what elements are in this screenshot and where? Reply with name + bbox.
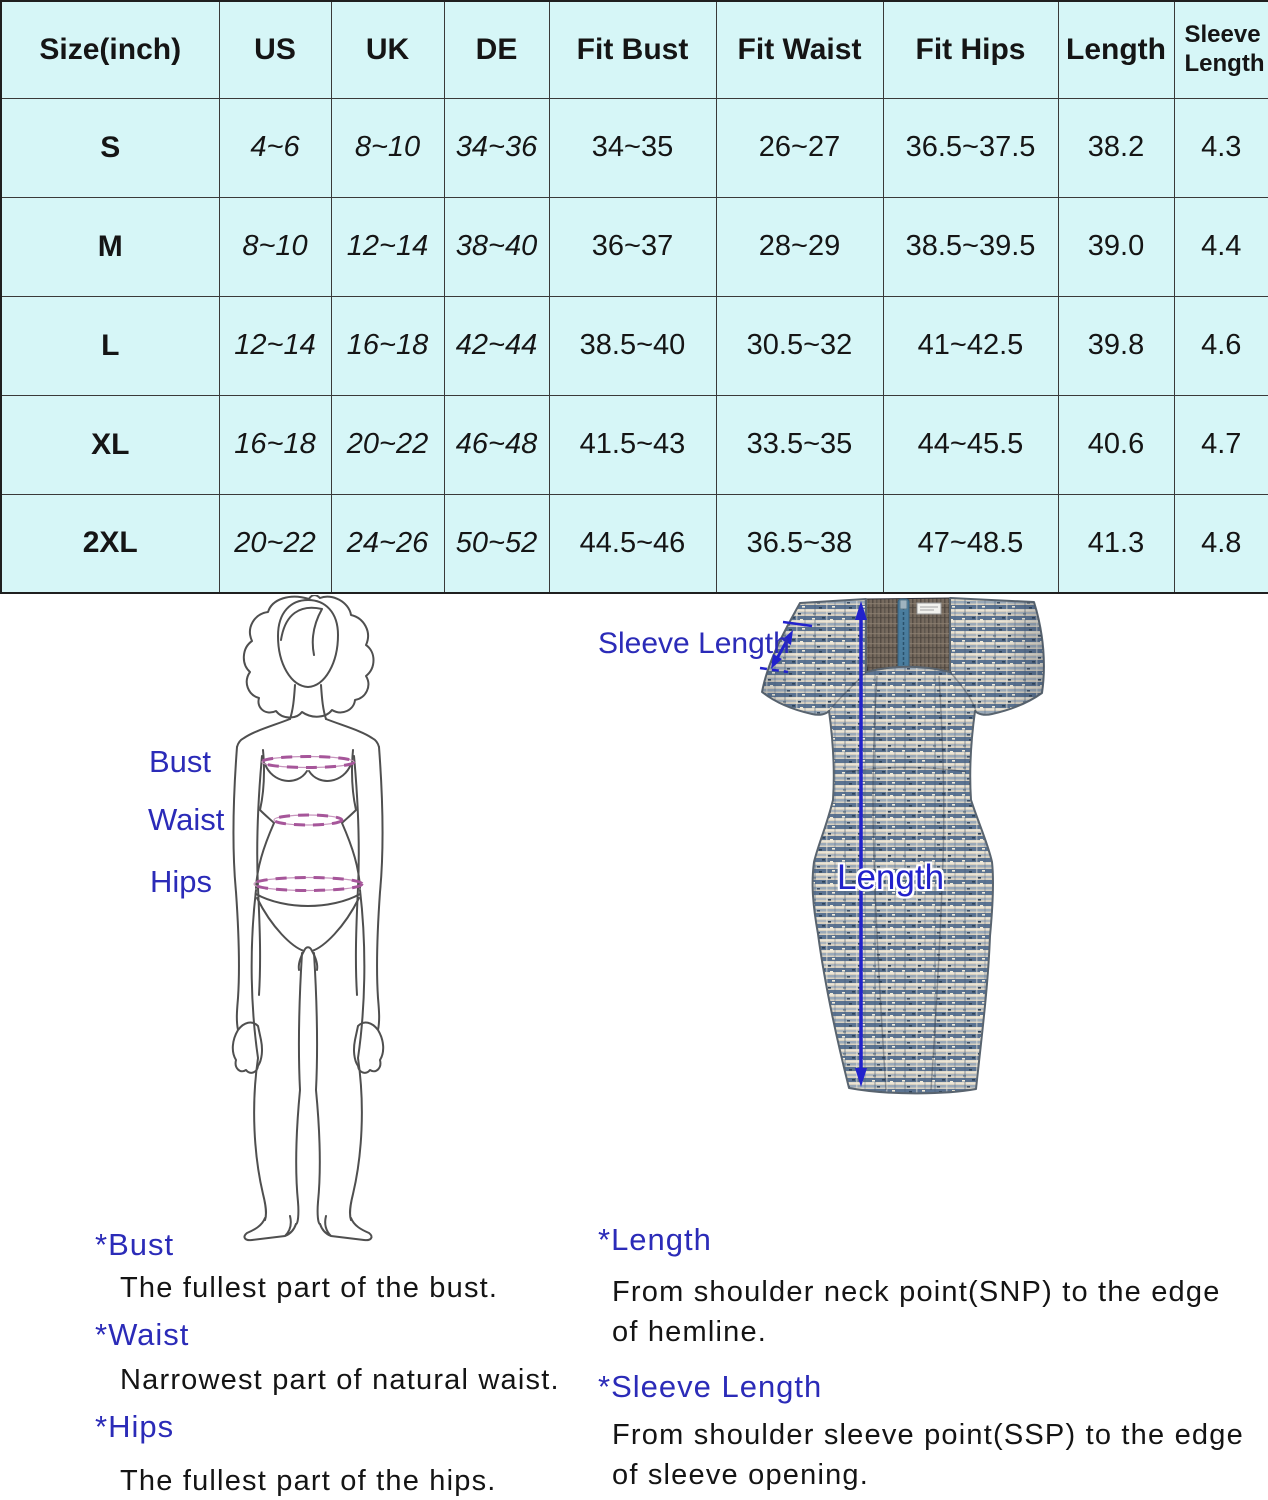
- cell-length: 39.8: [1058, 296, 1174, 395]
- size-chart-table: [0, 0, 1268, 594]
- measurement-diagram: [0, 595, 1268, 1255]
- hips-line: [254, 878, 362, 891]
- cell-size: 2XL: [1, 494, 219, 593]
- size-row-l: [1, 296, 1268, 395]
- size-row-m: [1, 197, 1268, 296]
- cell-de: 42~44: [444, 296, 549, 395]
- cell-hips: 44~45.5: [883, 395, 1058, 494]
- cell-waist: 26~27: [716, 98, 883, 197]
- zipper-pull: [900, 600, 907, 609]
- cell-bust: 34~35: [549, 98, 716, 197]
- header-fit-waist: Fit Waist: [716, 1, 883, 98]
- cell-us: 12~14: [219, 296, 331, 395]
- figure-foot-right: [320, 1216, 371, 1240]
- cell-sleeve: 4.8: [1174, 494, 1268, 593]
- cell-uk: 12~14: [331, 197, 444, 296]
- cell-hips: 41~42.5: [883, 296, 1058, 395]
- cell-bust: 44.5~46: [549, 494, 716, 593]
- dress-shading: [762, 598, 1044, 1093]
- hips-term: *Hips: [95, 1409, 175, 1444]
- bust-label: Bust: [149, 744, 212, 779]
- cell-waist: 30.5~32: [716, 296, 883, 395]
- cell-size: M: [1, 197, 219, 296]
- cell-size: XL: [1, 395, 219, 494]
- figure-leg-right-inner: [314, 953, 320, 1224]
- header-row: [1, 1, 1268, 98]
- cell-hips: 47~48.5: [883, 494, 1058, 593]
- cell-length: 39.0: [1058, 197, 1174, 296]
- cell-uk: 24~26: [331, 494, 444, 593]
- figure-arm-left: [233, 747, 239, 1030]
- header-size-inch: Size(inch): [1, 1, 219, 98]
- header-de: DE: [444, 1, 549, 98]
- cell-uk: 20~22: [331, 395, 444, 494]
- waist-definition: Narrowest part of natural waist.: [120, 1364, 560, 1396]
- header-fit-bust: Fit Bust: [549, 1, 716, 98]
- cell-de: 46~48: [444, 395, 549, 494]
- cell-length: 40.6: [1058, 395, 1174, 494]
- hips-definition: The fullest part of the hips.: [120, 1465, 497, 1497]
- cell-size: L: [1, 296, 219, 395]
- cell-waist: 28~29: [716, 197, 883, 296]
- cell-sleeve: 4.7: [1174, 395, 1268, 494]
- zipper: [898, 599, 909, 673]
- sleeve-length-annotation: Sleeve Length: [598, 627, 790, 660]
- dress-illustration: [762, 598, 1044, 1093]
- measurement-lines: [254, 757, 362, 891]
- cell-hips: 38.5~39.5: [883, 197, 1058, 296]
- cell-de: 50~52: [444, 494, 549, 593]
- cell-sleeve: 4.3: [1174, 98, 1268, 197]
- figure-shoulders: [237, 719, 379, 747]
- cell-uk: 16~18: [331, 296, 444, 395]
- cell-length: 41.3: [1058, 494, 1174, 593]
- figure-panty: [256, 894, 360, 970]
- bust-definition: The fullest part of the bust.: [120, 1272, 499, 1304]
- cell-us: 20~22: [219, 494, 331, 593]
- cell-de: 38~40: [444, 197, 549, 296]
- cell-bust: 41.5~43: [549, 395, 716, 494]
- cell-bust: 36~37: [549, 197, 716, 296]
- header-fit-hips: Fit Hips: [883, 1, 1058, 98]
- cell-uk: 8~10: [331, 98, 444, 197]
- waist-label: Waist: [148, 802, 225, 837]
- size-row-s: [1, 98, 1268, 197]
- header-us: US: [219, 1, 331, 98]
- cell-us: 4~6: [219, 98, 331, 197]
- cell-us: 16~18: [219, 395, 331, 494]
- cell-sleeve: 4.6: [1174, 296, 1268, 395]
- cell-hips: 36.5~37.5: [883, 98, 1058, 197]
- length-definition: From shoulder neck point(SNP) to the edge of hemline.: [612, 1276, 1221, 1349]
- header-sleeve-length: Sleeve Length: [1174, 1, 1268, 98]
- length-annotation: Length: [837, 858, 945, 897]
- brand-tag: [917, 603, 941, 614]
- cell-waist: 36.5~38: [716, 494, 883, 593]
- cell-sleeve: 4.4: [1174, 197, 1268, 296]
- header-length: Length: [1058, 1, 1174, 98]
- sleeve-length-definition: From shoulder sleeve point(SSP) to the edge of sleeve opening.: [612, 1419, 1244, 1492]
- cell-de: 34~36: [444, 98, 549, 197]
- body-measurement-figure: [233, 595, 383, 1240]
- cell-waist: 33.5~35: [716, 395, 883, 494]
- cell-us: 8~10: [219, 197, 331, 296]
- figure-foot-left: [245, 1216, 296, 1240]
- figure-arm-right: [377, 747, 383, 1030]
- figure-leg-left-inner: [296, 953, 302, 1224]
- sleeve-length-term: *Sleeve Length: [598, 1369, 823, 1404]
- size-row-2xl: [1, 494, 1268, 593]
- header-uk: UK: [331, 1, 444, 98]
- cell-length: 38.2: [1058, 98, 1174, 197]
- bust-term: *Bust: [95, 1227, 175, 1262]
- cell-bust: 38.5~40: [549, 296, 716, 395]
- size-row-xl: [1, 395, 1268, 494]
- length-term: *Length: [598, 1222, 712, 1257]
- hips-label: Hips: [150, 864, 213, 899]
- waist-term: *Waist: [95, 1317, 190, 1352]
- cell-size: S: [1, 98, 219, 197]
